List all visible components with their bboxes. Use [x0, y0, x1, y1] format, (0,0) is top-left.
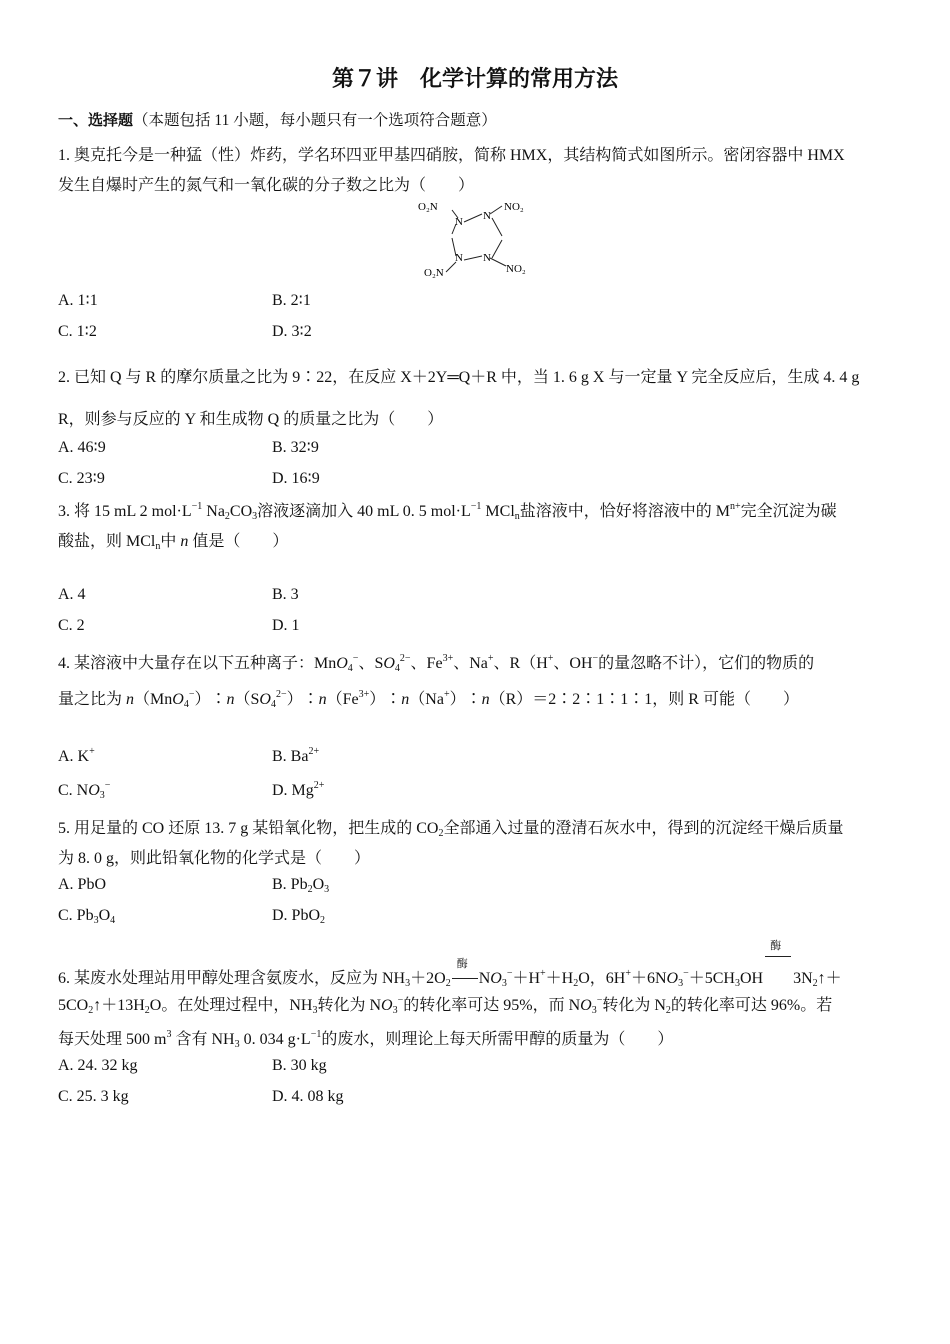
- q6-stem-line1: 6. 某废水处理站用甲醇处理含氨废水，反应为 $NH_3+2O_2$ 酶 $NO_3^-+H^++H_2O$，$6H^++6NO_3^-+5CH_3OH$ 酶 $3N_2↑+$: [58, 940, 842, 989]
- q1-option-a[interactable]: A. 1∶1: [58, 292, 98, 309]
- q6-enzyme-arrow: 酶: [452, 968, 478, 979]
- q4-option-a[interactable]: A. K+: [58, 746, 95, 765]
- hmx-n-atom: N: [483, 252, 491, 264]
- hmx-o2n-bottom-left: O₂N: [424, 267, 444, 279]
- q3-stem-line1: 3. 将 15 mL 2 $mol\cdot L^{-1}$ $Na_2CO_3$溶液逐滴加入 40 mL 0. 5 $mol\cdot L^{-1}$ MCl$_n$盐溶液中，恰好将溶液中的 $M^{n+}$完全沉淀为碳: [58, 501, 837, 522]
- q6-option-a[interactable]: A. 24. 32 kg: [58, 1057, 138, 1074]
- q2-option-b[interactable]: B. 32∶9: [272, 439, 319, 456]
- q4-option-b[interactable]: B. $Ba^{2+}$: [272, 746, 320, 765]
- q3-option-b[interactable]: B. 3: [272, 586, 299, 603]
- hmx-o2n-top-left: O₂N: [418, 201, 438, 213]
- q2-stem-line1: 2. 已知 Q 与 R 的摩尔质量之比为 9∶22，在反应 X＋2Y═Q＋R 中，当 1. 6 g X 与一定量 Y 完全反应后，生成 4. 4 g: [58, 369, 860, 386]
- hmx-n-atom: N: [455, 252, 463, 264]
- hmx-structure-diagram: [410, 192, 550, 284]
- q5-stem-line2: 为 8. 0 g，则此铅氧化物的化学式是（ ）: [58, 850, 371, 867]
- section-heading: [58, 108, 497, 130]
- q3-option-a[interactable]: A. 4: [58, 586, 86, 603]
- q6-option-b[interactable]: B. 30 kg: [272, 1057, 327, 1074]
- section-title: 一、选择题: [58, 111, 134, 129]
- q6-stem-line3: 每天处理 500 $m^3$ 含有 $NH_3$ 0. 034 $g\cdot L^{-1}$的废水，则理论上每天所需甲醇的质量为（ ）: [58, 1029, 674, 1050]
- q1-option-d[interactable]: D. 3∶2: [272, 323, 312, 340]
- page-title: 第７讲 化学计算的常用方法: [331, 67, 618, 92]
- q4-stem-line1: 4. 某溶液中大量存在以下五种离子：MnO$_4$−、$SO_4^{2-}$、$Fe^{3+}$、Na+、R（H+、OH−的量忽略不计），它们的物质的: [58, 653, 815, 674]
- q5-option-a[interactable]: A. PbO: [58, 876, 107, 893]
- q5-option-d[interactable]: D. PbO$_2$: [272, 907, 326, 926]
- q4-option-c[interactable]: C. $NO_3^-$: [58, 780, 111, 801]
- q4-stem-line2: 量之比为 $n(MnO_4^-)∶n(SO_4^{2-})∶n(Fe^{3+})∶n(Na^+)∶n(R)=2∶2∶1∶1∶1$，则 R 可能（ ）: [58, 689, 799, 710]
- q2-stem-line2: R，则参与反应的 Y 和生成物 Q 的质量之比为（ ）: [58, 411, 444, 428]
- q2-option-d[interactable]: D. 16∶9: [272, 470, 320, 487]
- q2-option-c[interactable]: C. 23∶9: [58, 470, 105, 487]
- q1-option-c[interactable]: C. 1∶2: [58, 323, 97, 340]
- q1-option-b[interactable]: B. 2∶1: [272, 292, 311, 309]
- q6-option-d[interactable]: D. 4. 08 kg: [272, 1088, 344, 1105]
- q6-stem-line2: $5CO_2↑+13H_2O$。在处理过程中，$NH_3$转化为 $NO_3^-$的转化率可达 95%，而 $NO_3^-$转化为 $N_2$的转化率可达 96%。若: [58, 995, 833, 1016]
- q5-stem-line1: 5. 用足量的 CO 还原 13. 7 g 某铅氧化物，把生成的 $CO_2$全部通入过量的澄清石灰水中，得到的沉淀经干燥后质量: [58, 820, 844, 839]
- q2-option-a[interactable]: A. 46∶9: [58, 439, 106, 456]
- q3-option-d[interactable]: D. 1: [272, 617, 300, 634]
- q5-option-b[interactable]: B. $Pb_2O_3$: [272, 876, 330, 895]
- hmx-no2-bottom-right: NO₂: [506, 263, 526, 275]
- hmx-n-atom: N: [483, 210, 491, 222]
- q6-enzyme-arrow: 酶: [765, 956, 791, 979]
- q1-stem-line1: 1. 奥克托今是一种猛（性）炸药，学名环四亚甲基四硝胺，简称 HMX，其结构简式如图所示。密闭容器中 HMX: [58, 147, 845, 164]
- q3-stem-line2: 酸盐，则 MCl$_n$中 n 值是（ ）: [58, 533, 289, 552]
- hmx-no2-top-right: NO₂: [504, 201, 524, 213]
- section-note: （本题包括 11 小题，每小题只有一个选项符合题意）: [133, 112, 497, 129]
- q3-option-c[interactable]: C. 2: [58, 617, 85, 634]
- q4-option-d[interactable]: D. $Mg^{2+}$: [272, 780, 325, 799]
- hmx-n-atom: N: [455, 216, 463, 228]
- q6-option-c[interactable]: C. 25. 3 kg: [58, 1088, 129, 1105]
- q1-stem-line2: 发生自爆时产生的氮气和一氧化碳的分子数之比为（ ）: [58, 177, 475, 194]
- q5-option-c[interactable]: C. $Pb_3O_4$: [58, 907, 116, 926]
